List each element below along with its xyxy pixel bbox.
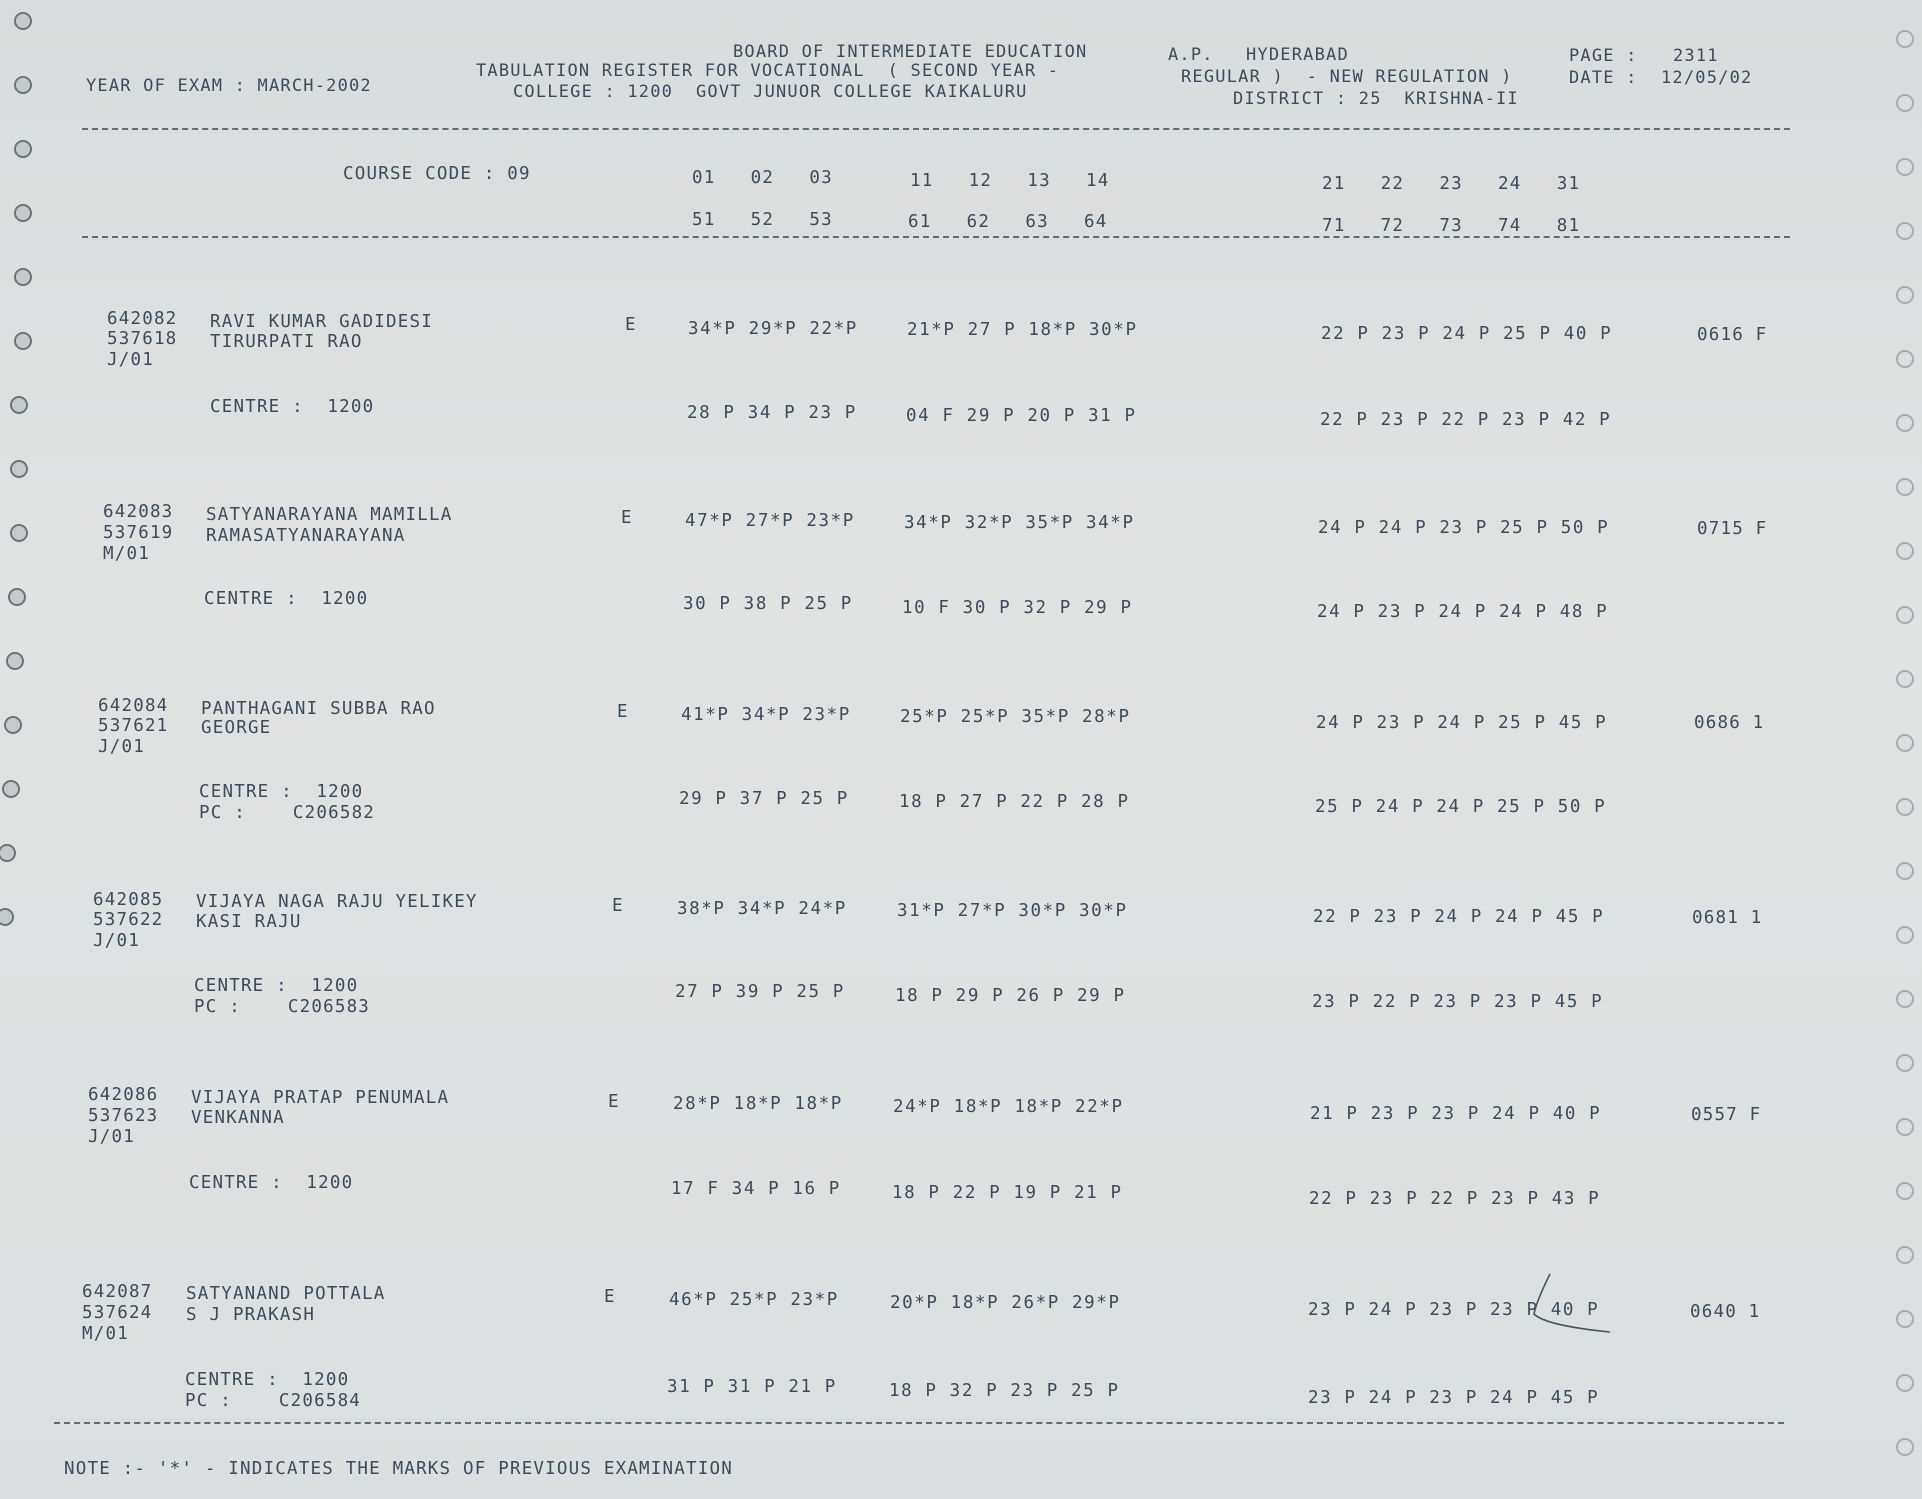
medium: E — [617, 702, 629, 722]
marks-second-year-c: 25 P 24 P 24 P 25 P 50 P — [1315, 797, 1607, 817]
marks-second-year-c: 24 P 23 P 24 P 24 P 48 P — [1317, 602, 1609, 622]
perforation-hole-icon — [1896, 414, 1914, 432]
state-name: A.P. — [1168, 45, 1214, 65]
perforation-hole-icon — [1896, 1438, 1914, 1456]
college-line: COLLEGE : 1200 GOVT JUNUOR COLLEGE KAIKALURU — [513, 82, 1028, 102]
marks-first-year-c: 23 P 24 P 23 P 23 P 40 P — [1308, 1300, 1600, 1320]
city-name: HYDERABAD — [1246, 45, 1349, 65]
student-name: VIJAYA PRATAP PENUMALA — [191, 1088, 450, 1108]
marks-second-year-c: 23 P 22 P 23 P 23 P 45 P — [1312, 992, 1604, 1012]
perforation-hole-icon — [10, 396, 28, 414]
marks-first-year-a: 46*P 25*P 23*P — [669, 1290, 839, 1310]
year-of-exam: YEAR OF EXAM : MARCH-2002 — [86, 76, 372, 96]
group-code: J/01 — [107, 350, 154, 370]
perforation-hole-icon — [1896, 1374, 1914, 1392]
marks-second-year-b: 18 P 32 P 23 P 25 P — [889, 1381, 1120, 1401]
perforation-hole-icon — [6, 652, 24, 670]
registration-number: 537622 — [93, 910, 164, 930]
marks-first-year-b: 31*P 27*P 30*P 30*P — [897, 901, 1128, 921]
perforation-hole-icon — [14, 268, 32, 286]
footer-note: NOTE :- '*' - INDICATES THE MARKS OF PREVIOUS EXAMINATION — [64, 1459, 733, 1479]
col-header-row2-a: 51 52 53 — [692, 210, 833, 230]
registration-number: 537624 — [82, 1303, 153, 1323]
total-result: 0616 F — [1697, 325, 1768, 345]
left-perforation-strip — [0, 0, 40, 1499]
marks-first-year-b: 21*P 27 P 18*P 30*P — [907, 320, 1138, 340]
marks-second-year-b: 18 P 27 P 22 P 28 P — [899, 792, 1130, 812]
perforation-hole-icon — [1896, 670, 1914, 688]
marks-second-year-b: 04 F 29 P 20 P 31 P — [906, 406, 1137, 426]
marks-first-year-b: 25*P 25*P 35*P 28*P — [900, 707, 1131, 727]
perforation-hole-icon — [1896, 798, 1914, 816]
perforation-hole-icon — [1896, 1246, 1914, 1264]
marks-first-year-a: 38*P 34*P 24*P — [677, 899, 847, 919]
centre: CENTRE : 1200 — [194, 976, 359, 996]
marks-second-year-c: 23 P 24 P 23 P 24 P 45 P — [1308, 1388, 1600, 1408]
student-name: SATYANAND POTTALA — [186, 1284, 386, 1304]
hall-ticket-number: 642084 — [98, 696, 169, 716]
date-label: DATE : — [1569, 68, 1638, 88]
header-divider — [82, 128, 1790, 130]
perforation-hole-icon — [1896, 350, 1914, 368]
marks-first-year-a: 41*P 34*P 23*P — [681, 705, 851, 725]
student-name: PANTHAGANI SUBBA RAO — [201, 699, 436, 719]
hall-ticket-number: 642083 — [103, 502, 174, 522]
perforation-hole-icon — [1896, 990, 1914, 1008]
medium: E — [604, 1287, 616, 1307]
total-result: 0686 1 — [1694, 713, 1765, 733]
perforation-hole-icon — [1896, 862, 1914, 880]
page-label: PAGE : — [1569, 46, 1638, 66]
perforation-hole-icon — [1896, 478, 1914, 496]
perforation-hole-icon — [1896, 542, 1914, 560]
perforation-hole-icon — [14, 204, 32, 222]
marks-first-year-b: 20*P 18*P 26*P 29*P — [890, 1293, 1121, 1313]
perforation-hole-icon — [4, 716, 22, 734]
pc-number: PC : C206583 — [194, 997, 371, 1017]
marks-second-year-a: 30 P 38 P 25 P — [683, 594, 853, 614]
marks-first-year-a: 28*P 18*P 18*P — [673, 1094, 843, 1114]
student-name: RAVI KUMAR GADIDESI — [210, 312, 433, 332]
marks-first-year-c: 24 P 23 P 24 P 25 P 45 P — [1316, 713, 1608, 733]
marks-first-year-a: 34*P 29*P 22*P — [688, 319, 858, 339]
course-code: COURSE CODE : 09 — [343, 164, 531, 184]
page-number: 2311 — [1673, 46, 1719, 66]
student-name: VIJAYA NAGA RAJU YELIKEY — [196, 892, 478, 912]
centre: CENTRE : 1200 — [185, 1370, 350, 1390]
pc-number: PC : C206582 — [199, 803, 376, 823]
marks-first-year-c: 22 P 23 P 24 P 25 P 40 P — [1321, 324, 1613, 344]
group-code: M/01 — [82, 1324, 129, 1344]
pen-tick-mark-icon — [1520, 1270, 1620, 1350]
perforation-hole-icon — [1896, 1310, 1914, 1328]
centre: CENTRE : 1200 — [189, 1173, 354, 1193]
centre: CENTRE : 1200 — [210, 397, 375, 417]
marks-first-year-b: 34*P 32*P 35*P 34*P — [904, 513, 1135, 533]
group-code: J/01 — [98, 737, 145, 757]
registration-number: 537621 — [98, 716, 169, 736]
father-name: TIRURPATI RAO — [210, 332, 363, 352]
perforation-hole-icon — [10, 460, 28, 478]
marks-first-year-c: 21 P 23 P 23 P 24 P 40 P — [1310, 1104, 1602, 1124]
medium: E — [608, 1092, 620, 1112]
hall-ticket-number: 642087 — [82, 1282, 153, 1302]
regulation: REGULAR ) - NEW REGULATION ) — [1181, 67, 1513, 87]
col-header-row1-c: 21 22 23 24 31 — [1322, 174, 1581, 194]
perforation-hole-icon — [1896, 1054, 1914, 1072]
perforation-hole-icon — [1896, 1182, 1914, 1200]
total-result: 0715 F — [1697, 519, 1768, 539]
perforation-hole-icon — [10, 524, 28, 542]
father-name: RAMASATYANARAYANA — [206, 526, 406, 546]
father-name: S J PRAKASH — [186, 1305, 316, 1325]
centre: CENTRE : 1200 — [204, 589, 369, 609]
perforation-hole-icon — [1896, 734, 1914, 752]
group-code: M/01 — [103, 544, 150, 564]
student-name: SATYANARAYANA MAMILLA — [206, 505, 453, 525]
registration-number: 537623 — [88, 1106, 159, 1126]
board-name: BOARD OF INTERMEDIATE EDUCATION — [733, 42, 1088, 62]
medium: E — [612, 896, 624, 916]
register-title: TABULATION REGISTER FOR VOCATIONAL ( SECOND YEAR - — [476, 61, 1060, 81]
perforation-hole-icon — [1896, 286, 1914, 304]
father-name: GEORGE — [201, 718, 272, 738]
hall-ticket-number: 642086 — [88, 1085, 159, 1105]
marks-second-year-c: 22 P 23 P 22 P 23 P 43 P — [1309, 1189, 1601, 1209]
col-header-row2-c: 71 72 73 74 81 — [1322, 216, 1581, 236]
perforation-hole-icon — [1896, 606, 1914, 624]
marks-second-year-a: 31 P 31 P 21 P — [667, 1377, 837, 1397]
father-name: KASI RAJU — [196, 912, 302, 932]
total-result: 0681 1 — [1692, 908, 1763, 928]
column-header-divider — [82, 236, 1790, 238]
date-value: 12/05/02 — [1661, 68, 1753, 88]
registration-number: 537618 — [107, 329, 178, 349]
col-header-row2-b: 61 62 63 64 — [908, 212, 1108, 232]
perforation-hole-icon — [1896, 30, 1914, 48]
centre: CENTRE : 1200 — [199, 782, 364, 802]
perforation-hole-icon — [1896, 94, 1914, 112]
hall-ticket-number: 642082 — [107, 309, 178, 329]
perforation-hole-icon — [2, 780, 20, 798]
perforation-hole-icon — [0, 844, 16, 862]
marks-second-year-b: 18 P 29 P 26 P 29 P — [895, 986, 1126, 1006]
marks-first-year-a: 47*P 27*P 23*P — [685, 511, 855, 531]
perforation-hole-icon — [14, 76, 32, 94]
perforation-hole-icon — [14, 12, 32, 30]
marks-second-year-c: 22 P 23 P 22 P 23 P 42 P — [1320, 410, 1612, 430]
marks-second-year-a: 27 P 39 P 25 P — [675, 982, 845, 1002]
total-result: 0557 F — [1691, 1105, 1762, 1125]
marks-first-year-b: 24*P 18*P 18*P 22*P — [893, 1097, 1124, 1117]
marks-first-year-c: 24 P 24 P 23 P 25 P 50 P — [1318, 518, 1610, 538]
medium: E — [621, 508, 633, 528]
perforation-hole-icon — [1896, 1118, 1914, 1136]
marks-second-year-a: 29 P 37 P 25 P — [679, 789, 849, 809]
district-line: DISTRICT : 25 KRISHNA-II — [1233, 89, 1519, 109]
medium: E — [625, 315, 637, 335]
marks-second-year-a: 28 P 34 P 23 P — [687, 403, 857, 423]
marks-second-year-b: 18 P 22 P 19 P 21 P — [892, 1183, 1123, 1203]
perforation-hole-icon — [14, 332, 32, 350]
perforation-hole-icon — [1896, 222, 1914, 240]
marks-first-year-c: 22 P 23 P 24 P 24 P 45 P — [1313, 907, 1605, 927]
hall-ticket-number: 642085 — [93, 890, 164, 910]
col-header-row1-a: 01 02 03 — [692, 168, 833, 188]
perforation-hole-icon — [0, 908, 14, 926]
footer-divider — [54, 1422, 1784, 1424]
right-perforation-strip — [1882, 0, 1922, 1499]
registration-number: 537619 — [103, 523, 174, 543]
perforation-hole-icon — [1896, 926, 1914, 944]
pc-number: PC : C206584 — [185, 1391, 362, 1411]
total-result: 0640 1 — [1690, 1302, 1761, 1322]
father-name: VENKANNA — [191, 1108, 285, 1128]
marks-second-year-b: 10 F 30 P 32 P 29 P — [902, 598, 1133, 618]
group-code: J/01 — [93, 931, 140, 951]
group-code: J/01 — [88, 1127, 135, 1147]
perforation-hole-icon — [8, 588, 26, 606]
col-header-row1-b: 11 12 13 14 — [910, 171, 1110, 191]
perforation-hole-icon — [1896, 158, 1914, 176]
perforation-hole-icon — [14, 140, 32, 158]
marks-second-year-a: 17 F 34 P 16 P — [671, 1179, 841, 1199]
